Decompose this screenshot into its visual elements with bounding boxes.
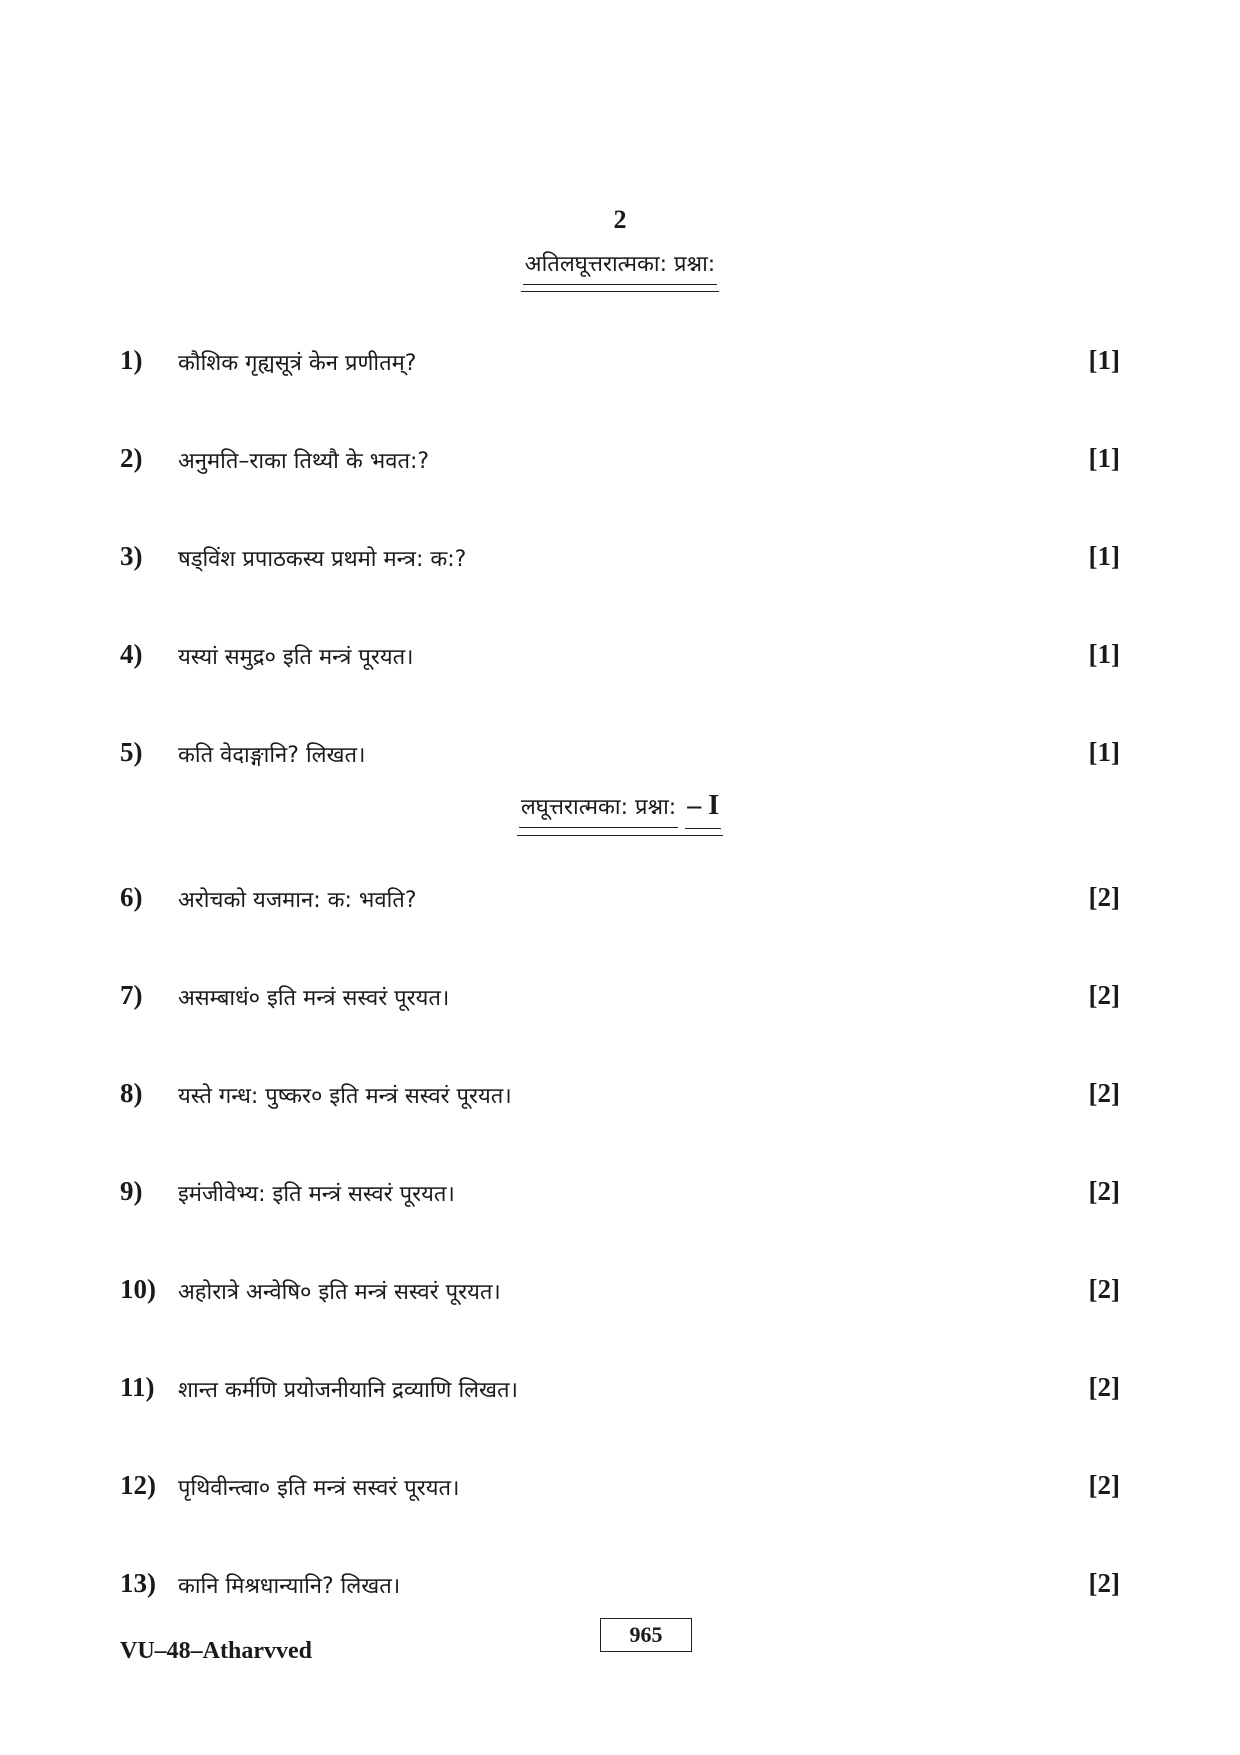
question-marks: [2] [1088,1078,1120,1108]
question-marks: [2] [1088,882,1120,912]
section-heading-text: लघूत्तरात्मका: प्रश्ना: – I [517,790,723,836]
question-text: अहोरात्रे अन्वेषि० इति मन्त्रं सस्वरं पूरयत। [178,1280,501,1305]
question-marks: [1] [1088,443,1120,473]
question-number: 8) [120,1078,143,1108]
question-item [120,882,1120,922]
question-number: 11) [120,1372,155,1402]
question-number: 1) [120,345,143,375]
question-text: षड्विंश प्रपाठकस्य प्रथमो मन्त्र: क:? [178,547,467,572]
question-text: अरोचको यजमान: क: भवति? [178,888,417,913]
question-number: 7) [120,980,143,1010]
question-text: यस्यां समुद्र० इति मन्त्रं पूरयत। [178,645,414,670]
question-marks: [2] [1088,1372,1120,1402]
section-heading-text: अतिलघूत्तरात्मका: प्रश्ना: [521,248,719,292]
question-number: 13) [120,1568,156,1598]
question-marks: [1] [1088,345,1120,375]
question-marks: [2] [1088,1470,1120,1500]
question-number: 5) [120,737,143,767]
question-text: शान्त कर्मणि प्रयोजनीयानि द्रव्याणि लिखत। [178,1378,518,1403]
footer-page-box: 965 [600,1618,692,1652]
question-item [120,980,1120,1020]
question-item [120,1274,1120,1314]
question-item [120,345,1120,385]
question-number: 3) [120,541,143,571]
question-marks: [1] [1088,737,1120,767]
question-number: 9) [120,1176,143,1206]
question-item [120,1176,1120,1216]
question-text: असम्बाधं० इति मन्त्रं सस्वरं पूरयत। [178,986,450,1011]
question-marks: [2] [1088,1274,1120,1304]
question-text: कानि मिश्रधान्यानि? लिखत। [178,1574,401,1599]
section-heading-short [0,790,1240,836]
question-number: 6) [120,882,143,912]
section-heading-suffix: – I [685,790,721,829]
question-marks: [2] [1088,1176,1120,1206]
section-heading-very-short [0,248,1240,292]
question-number: 2) [120,443,143,473]
question-text: पृथिवीन्त्वा० इति मन्त्रं सस्वरं पूरयत। [178,1476,460,1501]
footer-paper-code: VU–48–Atharvved [120,1638,312,1664]
question-item [120,541,1120,581]
question-text: कति वेदाङ्गानि? लिखत। [178,743,366,768]
question-text: यस्ते गन्ध: पुष्कर० इति मन्त्रं सस्वरं पूरयत। [178,1084,512,1109]
question-number: 12) [120,1470,156,1500]
question-item [120,1078,1120,1118]
question-marks: [1] [1088,541,1120,571]
question-item [120,1568,1120,1608]
question-number: 10) [120,1274,156,1304]
question-text: इमंजीवेभ्य: इति मन्त्रं सस्वरं पूरयत। [178,1182,455,1207]
question-marks: [1] [1088,639,1120,669]
question-item [120,737,1120,777]
question-item [120,1372,1120,1412]
question-marks: [2] [1088,1568,1120,1598]
question-item [120,639,1120,679]
page-number: 2 [613,205,627,234]
question-marks: [2] [1088,980,1120,1010]
question-text: अनुमति–राका तिथ्यौ के भवत:? [178,449,430,474]
question-number: 4) [120,639,143,669]
question-item [120,1470,1120,1510]
question-text: कौशिक गृह्यसूत्रं केन प्रणीतम्? [178,351,417,376]
question-item [120,443,1120,483]
